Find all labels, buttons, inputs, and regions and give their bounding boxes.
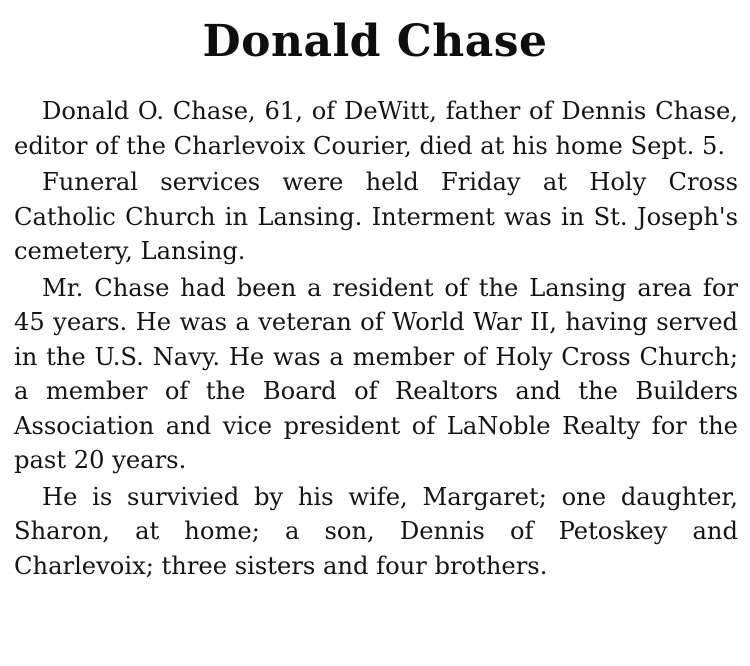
paragraph-survivors: He is survivied by his wife, Margaret; one daughter, Sharon, at home; a son, Dennis of Petoskey and Charlevoix; three sisters and four brothers.: [14, 482, 738, 580]
paragraph-death-notice: Donald O. Chase, 61, of DeWitt, father of Dennis Chase, editor of the Charlevoix Courier, died at his home Sept. 5.: [14, 97, 738, 160]
obituary-body: [14, 94, 738, 585]
paragraph-funeral-services: Funeral services were held Friday at Holy Cross Catholic Church in Lansing. Interment was in St. Joseph's cemetery, Lansing.: [14, 168, 738, 265]
paragraph-biography: Mr. Chase had been a resident of the Lansing area for 45 years. He was a veteran of World War II, having served in the U.S. Navy. He was a member of Holy Cross Church; a member of the Board of Realtors and the Builders Association and vice president of LaNoble Realty for the past 20 years.: [14, 273, 738, 474]
obituary-headline: Donald Chase: [202, 16, 548, 67]
